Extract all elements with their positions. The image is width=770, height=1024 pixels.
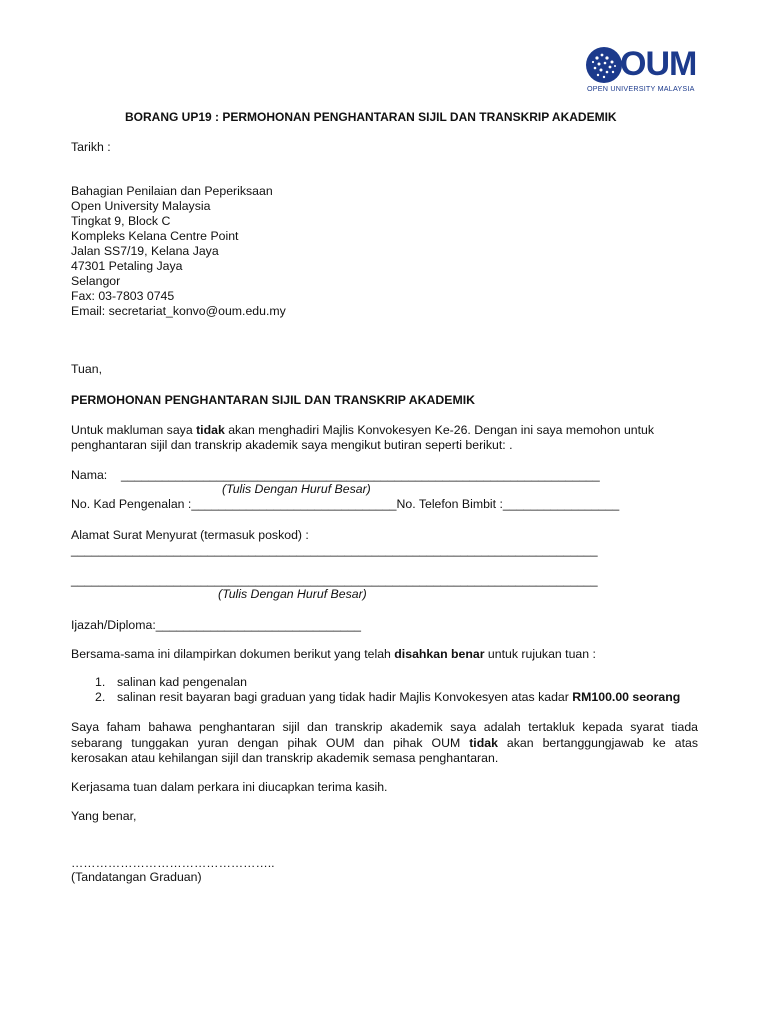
address-label: Alamat Surat Menyurat (termasuk poskod) : (71, 528, 309, 542)
intro-line-1 (71, 423, 654, 438)
understand-bold: tidak (469, 735, 498, 750)
list-item (117, 690, 680, 705)
understand-text: sebarang tunggakan yuran dengan pihak OUM dan pihak OUM (71, 735, 470, 750)
list-item (117, 675, 247, 690)
understand-text: akan bertanggungjawab ke atas (497, 735, 698, 750)
logo-brand: OUM (620, 45, 697, 83)
address-line: Open University Malaysia (71, 199, 211, 213)
address-line: 47301 Petaling Jaya (71, 259, 183, 273)
address-line: Jalan SS7/19, Kelana Jaya (71, 244, 219, 258)
form-title: BORANG UP19 : PERMOHONAN PENGHANTARAN SIJIL DAN TRANSKRIP AKADEMIK (125, 110, 617, 124)
intro-text: Untuk makluman saya (71, 423, 197, 437)
subject-heading: PERMOHONAN PENGHANTARAN SIJIL DAN TRANSKRIP AKADEMIK (71, 393, 475, 407)
list-item-text: salinan resit bayaran bagi graduan yang tidak hadir Majlis Konvokesyen atas kadar (117, 690, 573, 704)
list-number: 2. (95, 690, 106, 704)
name-label: Nama: (71, 468, 108, 482)
date-label: Tarikh : (71, 140, 111, 154)
list-item-text: salinan kad pengenalan (117, 675, 247, 689)
attach-text: Bersama-sama ini dilampirkan dokumen berikut yang telah (71, 647, 395, 661)
intro-text: akan menghadiri Majlis Konvokesyen Ke-26. Dengan ini saya memohon untuk (224, 423, 655, 437)
phone-field[interactable]: _________________ (502, 497, 620, 511)
salutation: Tuan, (71, 362, 102, 376)
understand-line-2 (71, 736, 698, 752)
name-field[interactable]: ______________________________________________________________________ (121, 468, 600, 482)
understand-line-3: kerosakan atau kehilangan sijil dan transkrip akademik semasa penghantaran. (71, 751, 499, 765)
address-line: Email: secretariat_konvo@oum.edu.my (71, 304, 286, 318)
ic-label-text: No. Kad Pengenalan : (71, 497, 192, 511)
intro-bold: tidak (196, 423, 225, 437)
phone-label: No. Telefon Bimbit : (396, 497, 503, 511)
globe-icon (585, 46, 623, 84)
degree-row (71, 618, 361, 633)
address-line: Tingkat 9, Block C (71, 214, 171, 228)
ic-field[interactable]: ______________________________ (191, 497, 397, 511)
attach-text: untuk rujukan tuan : (484, 647, 596, 661)
address-line: Selangor (71, 274, 121, 288)
closing-line: Yang benar, (71, 809, 137, 823)
address-line: Kompleks Kelana Centre Point (71, 229, 239, 243)
signature-label: (Tandatangan Graduan) (71, 870, 202, 884)
address-field-2[interactable]: _____________________________________________________________________________ (71, 573, 598, 587)
degree-field[interactable]: ______________________________ (155, 618, 361, 632)
degree-label: Ijazah/Diploma: (71, 618, 156, 632)
understand-line-1: Saya faham bahawa penghantaran sijil dan transkrip akademik saya adalah tertakluk kepada syarat tiada (71, 720, 698, 734)
caps-note: (Tulis Dengan Huruf Besar) (222, 482, 371, 496)
logo-subtitle: OPEN UNIVERSITY MALAYSIA (587, 84, 695, 93)
address-field-1[interactable]: _____________________________________________________________________________ (71, 543, 598, 557)
intro-line-2: penghantaran sijil dan transkrip akademik saya mengikut butiran seperti berikut: . (71, 438, 513, 452)
address-line: Fax: 03-7803 0745 (71, 289, 175, 303)
thanks-line: Kerjasama tuan dalam perkara ini diucapkan terima kasih. (71, 780, 388, 794)
attach-line (71, 647, 596, 662)
list-number: 1. (95, 675, 106, 689)
address-caps-note: (Tulis Dengan Huruf Besar) (218, 587, 367, 601)
understand-paragraph (71, 720, 698, 767)
signature-line[interactable]: ………………………………………….. (71, 856, 275, 870)
list-item-bold: RM100.00 seorang (572, 690, 681, 704)
attach-bold: disahkan benar (394, 647, 485, 661)
ic-label (71, 497, 619, 512)
address-line: Bahagian Penilaian dan Peperiksaan (71, 184, 273, 198)
